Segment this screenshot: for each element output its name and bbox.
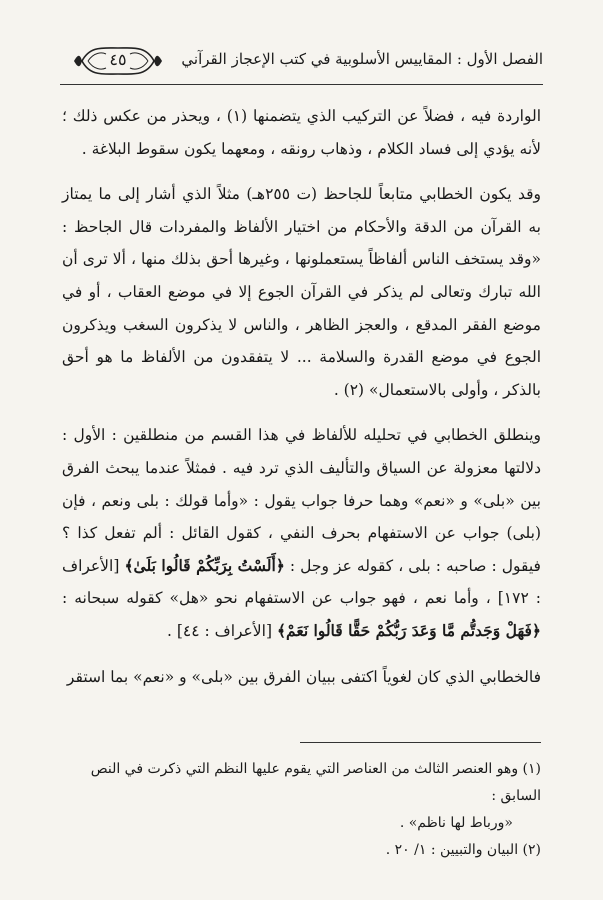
paragraph-4: فالخطابي الذي كان لغوياً اكتفى ببيان الفرق بين «بلى» و «نعم» بما استقر (66, 667, 541, 686)
footnote-1-continuation: «ورباط لها ناظم» . (399, 815, 513, 831)
paragraph-3 (62, 419, 541, 647)
quran-verse-2: ﴿فَهَلْ وَجَدتُّم مَّا وَعَدَ رَبُّكُمْ حَقًّا قَالُوا نَعَمْ﴾ (276, 620, 541, 640)
page-header (60, 40, 543, 84)
paragraph-2: وقد يكون الخطابي متابعاً للجاحظ (ت ٢٥٥هـ) مثلاً الذي أشار إلى ما يمتاز به القرآن من الدقة والأحكام من اختيار الألفاظ والمفردات قال الجاحظ : «وقد يستخف الناس ألفاظاً يستعملونها ، وغيرها أحق بذلك منها ، ألا ترى أن الله تبارك وتعالى لم يذكر في القرآن الجوع إلا في موضع العقاب ، أو في موضع الفقر المدقع ، والعجز الظاهر ، والناس لا يذكرون السغب ويذكرون الجوع في موضع القدرة والسلامة ... لا يتفقدون من الألفاظ ما هو أحق بالذكر ، وأولى بالاستعمال» (٢) . (62, 185, 542, 399)
main-text (62, 100, 541, 693)
paragraph-1: الواردة فيه ، فضلاً عن التركيب الذي يتضمنها (١) ، ويحذر من عكس ذلك ؛ لأنه يؤدي إلى فساد الكلام ، وذهاب رونقه ، ومعهما يكون سقوط البلاغة . (62, 107, 541, 158)
paragraph-3-continuation: ، وأما نعم ، فهو جواب عن الاستفهام نحو «هل» كقوله سبحانه : (62, 589, 491, 608)
footnote-divider (300, 742, 541, 743)
header-divider (60, 84, 543, 85)
verse-2-reference: [الأعراف : ٤٤] . (166, 621, 272, 640)
footnote-2: (٢) البيان والتبيين : ١/ ٢٠ . (385, 842, 541, 858)
running-head: الفصل الأول : المقاييس الأسلوبية في كتب الإعجاز القرآني (181, 50, 543, 68)
footnotes (62, 756, 541, 864)
paragraph-3-text: وينطلق الخطابي في تحليله للألفاظ في هذا القسم من منطلقين : الأول : دلالتها معزولة عن السياق والتأليف الذي ترد فيه . فمثلاً عندما يبحث الفرق بين «بلى» و «نعم» وهما حرفا جواب يقول : «وأما قولك : بلى ونعم ، فإن (بلى) جواب عن الاستفهام بحرف النفي ، كقول القائل : ألم تفعل كذا ؟ فيقول : صاحبه : بلى ، كقوله عز وجل : (62, 426, 541, 575)
quran-verse-1: ﴿أَلَسْتُ بِرَبِّكُمْ قَالُوا بَلَىٰ﴾ (124, 555, 285, 575)
verse-1-reference: [الأعراف : ١٧٢] (62, 556, 541, 608)
page-number: ٤٥ (109, 50, 127, 69)
footnote-1: (١) وهو العنصر الثالث من العناصر التي يقوم عليها النظم التي ذكرت في النص السابق : (90, 761, 541, 804)
